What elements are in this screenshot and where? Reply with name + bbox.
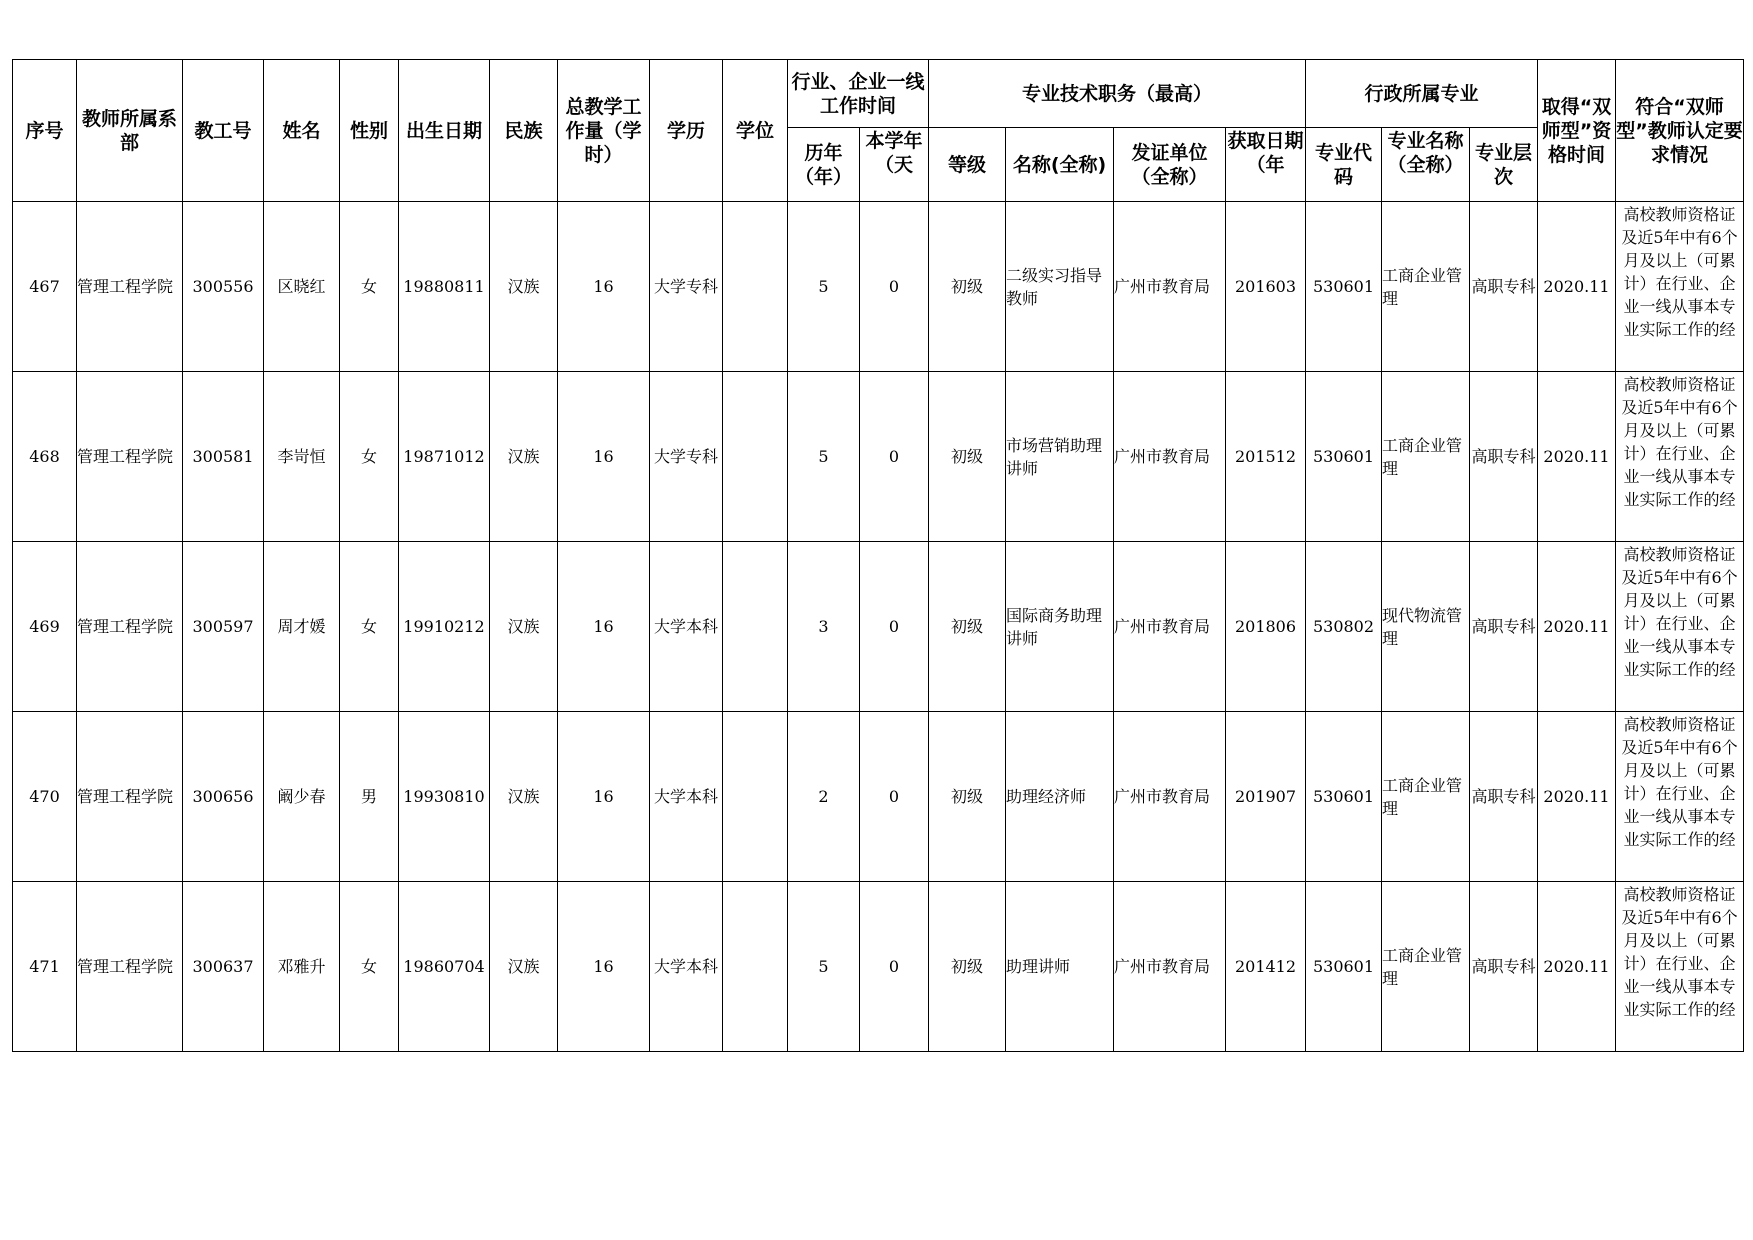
header-this-year-text: 本学年（天 [865,129,923,176]
cell-birth: 19860704 [399,882,490,1052]
cell-gender: 女 [340,882,399,1052]
cell-birth: 19930810 [399,712,490,882]
cell-birth: 19880811 [399,202,490,372]
header-issuer: 发证单位（全称） [1114,128,1226,202]
cell-gender: 女 [340,542,399,712]
cell-name: 邓雅升 [264,882,340,1052]
cell-workload: 16 [558,542,650,712]
cell-dept: 管理工程学院 [77,542,183,712]
cell-major-level: 高职专科 [1470,202,1538,372]
cell-seq: 468 [13,372,77,542]
cell-seq: 467 [13,202,77,372]
cell-dual-time: 2020.11 [1538,882,1616,1052]
header-years: 历年（年） [788,128,860,202]
cell-major-code: 530802 [1306,542,1382,712]
cell-days: 0 [860,712,929,882]
cell-issuer: 广州市教育局 [1114,372,1226,542]
header-major-code: 专业代码 [1306,128,1382,202]
cell-major-name: 工商企业管理 [1382,202,1470,372]
table-row [13,712,1744,882]
cell-workload: 16 [558,882,650,1052]
header-name: 姓名 [264,60,340,202]
cell-ethnicity: 汉族 [490,372,558,542]
cell-workload: 16 [558,202,650,372]
header-major-name [1382,128,1470,202]
cell-obtained: 201412 [1226,882,1306,1052]
cell-education: 大学本科 [650,712,723,882]
cell-major-code: 530601 [1306,882,1382,1052]
cell-major-level: 高职专科 [1470,542,1538,712]
header-row-1 [13,60,1744,128]
cell-criteria-text: 高校教师资格证及近5年中有6个月及以上（可累计）在行业、企业一线从事本专业实际工作的经 [1621,714,1738,849]
cell-days: 0 [860,542,929,712]
cell-staff-id: 300637 [183,882,264,1052]
header-seq: 序号 [13,60,77,202]
cell-ethnicity: 汉族 [490,202,558,372]
cell-degree [723,372,788,542]
header-obtained [1226,128,1306,202]
cell-major-name: 工商企业管理 [1382,882,1470,1052]
cell-level: 初级 [929,542,1006,712]
cell-name: 周才媛 [264,542,340,712]
cell-major-code: 530601 [1306,202,1382,372]
header-this-year [860,128,929,202]
cell-ethnicity: 汉族 [490,542,558,712]
cell-criteria [1616,712,1744,882]
cell-days: 0 [860,202,929,372]
header-major-level: 专业层次 [1470,128,1538,202]
header-title-name: 名称(全称) [1006,128,1114,202]
cell-degree [723,202,788,372]
cell-degree [723,712,788,882]
cell-staff-id: 300597 [183,542,264,712]
cell-title: 助理讲师 [1006,882,1114,1052]
cell-gender: 女 [340,372,399,542]
cell-obtained: 201603 [1226,202,1306,372]
cell-issuer: 广州市教育局 [1114,202,1226,372]
cell-level: 初级 [929,712,1006,882]
cell-gender: 女 [340,202,399,372]
cell-obtained: 201907 [1226,712,1306,882]
cell-seq: 470 [13,712,77,882]
cell-degree [723,882,788,1052]
table-row [13,202,1744,372]
table-row [13,542,1744,712]
cell-years: 5 [788,372,860,542]
header-birth: 出生日期 [399,60,490,202]
cell-obtained: 201806 [1226,542,1306,712]
header-title-group: 专业技术职务（最高） [929,60,1306,128]
teacher-table [12,59,1744,1052]
cell-level: 初级 [929,882,1006,1052]
header-criteria: 符合“双师型”教师认定要求情况 [1616,60,1744,202]
cell-criteria-text: 高校教师资格证及近5年中有6个月及以上（可累计）在行业、企业一线从事本专业实际工作的经 [1621,204,1738,339]
cell-major-level: 高职专科 [1470,372,1538,542]
cell-title: 二级实习指导教师 [1006,202,1114,372]
cell-name: 李岢恒 [264,372,340,542]
cell-criteria [1616,202,1744,372]
cell-criteria [1616,372,1744,542]
cell-ethnicity: 汉族 [490,882,558,1052]
cell-education: 大学专科 [650,372,723,542]
cell-days: 0 [860,372,929,542]
cell-seq: 471 [13,882,77,1052]
header-staff-id: 教工号 [183,60,264,202]
header-education: 学历 [650,60,723,202]
cell-degree [723,542,788,712]
cell-level: 初级 [929,372,1006,542]
cell-dept: 管理工程学院 [77,202,183,372]
header-workload: 总教学工作量（学时） [558,60,650,202]
cell-major-name: 工商企业管理 [1382,372,1470,542]
cell-dept: 管理工程学院 [77,372,183,542]
cell-birth: 19871012 [399,372,490,542]
cell-issuer: 广州市教育局 [1114,712,1226,882]
cell-dept: 管理工程学院 [77,712,183,882]
cell-seq: 469 [13,542,77,712]
cell-education: 大学本科 [650,882,723,1052]
table-row [13,882,1744,1052]
header-dual-time: 取得“双师型”资格时间 [1538,60,1616,202]
cell-title: 市场营销助理讲师 [1006,372,1114,542]
cell-major-code: 530601 [1306,712,1382,882]
cell-gender: 男 [340,712,399,882]
cell-years: 5 [788,202,860,372]
cell-education: 大学本科 [650,542,723,712]
cell-title: 助理经济师 [1006,712,1114,882]
cell-ethnicity: 汉族 [490,712,558,882]
cell-issuer: 广州市教育局 [1114,542,1226,712]
header-level: 等级 [929,128,1006,202]
cell-dual-time: 2020.11 [1538,372,1616,542]
header-dept: 教师所属系部 [77,60,183,202]
cell-title: 国际商务助理讲师 [1006,542,1114,712]
table-row [13,372,1744,542]
cell-criteria-text: 高校教师资格证及近5年中有6个月及以上（可累计）在行业、企业一线从事本专业实际工作的经 [1621,374,1738,509]
cell-major-name: 工商企业管理 [1382,712,1470,882]
cell-major-code: 530601 [1306,372,1382,542]
cell-dual-time: 2020.11 [1538,712,1616,882]
cell-birth: 19910212 [399,542,490,712]
cell-dept: 管理工程学院 [77,882,183,1052]
cell-criteria [1616,542,1744,712]
cell-dual-time: 2020.11 [1538,202,1616,372]
cell-name: 区晓红 [264,202,340,372]
cell-dual-time: 2020.11 [1538,542,1616,712]
header-major-name-text: 专业名称（全称） [1387,129,1464,176]
cell-education: 大学专科 [650,202,723,372]
cell-major-level: 高职专科 [1470,712,1538,882]
cell-name: 阚少春 [264,712,340,882]
cell-criteria [1616,882,1744,1052]
cell-years: 2 [788,712,860,882]
cell-staff-id: 300556 [183,202,264,372]
cell-days: 0 [860,882,929,1052]
cell-years: 5 [788,882,860,1052]
cell-staff-id: 300656 [183,712,264,882]
header-industry-time: 行业、企业一线工作时间 [788,60,929,128]
header-gender: 性别 [340,60,399,202]
cell-staff-id: 300581 [183,372,264,542]
cell-obtained: 201512 [1226,372,1306,542]
cell-workload: 16 [558,372,650,542]
cell-major-level: 高职专科 [1470,882,1538,1052]
cell-level: 初级 [929,202,1006,372]
header-obtained-text: 获取日期（年 [1227,129,1304,176]
cell-workload: 16 [558,712,650,882]
cell-criteria-text: 高校教师资格证及近5年中有6个月及以上（可累计）在行业、企业一线从事本专业实际工作的经 [1621,884,1738,1019]
cell-years: 3 [788,542,860,712]
cell-criteria-text: 高校教师资格证及近5年中有6个月及以上（可累计）在行业、企业一线从事本专业实际工作的经 [1621,544,1738,679]
header-ethnicity: 民族 [490,60,558,202]
header-major-group: 行政所属专业 [1306,60,1538,128]
cell-major-name: 现代物流管理 [1382,542,1470,712]
cell-issuer: 广州市教育局 [1114,882,1226,1052]
header-degree: 学位 [723,60,788,202]
